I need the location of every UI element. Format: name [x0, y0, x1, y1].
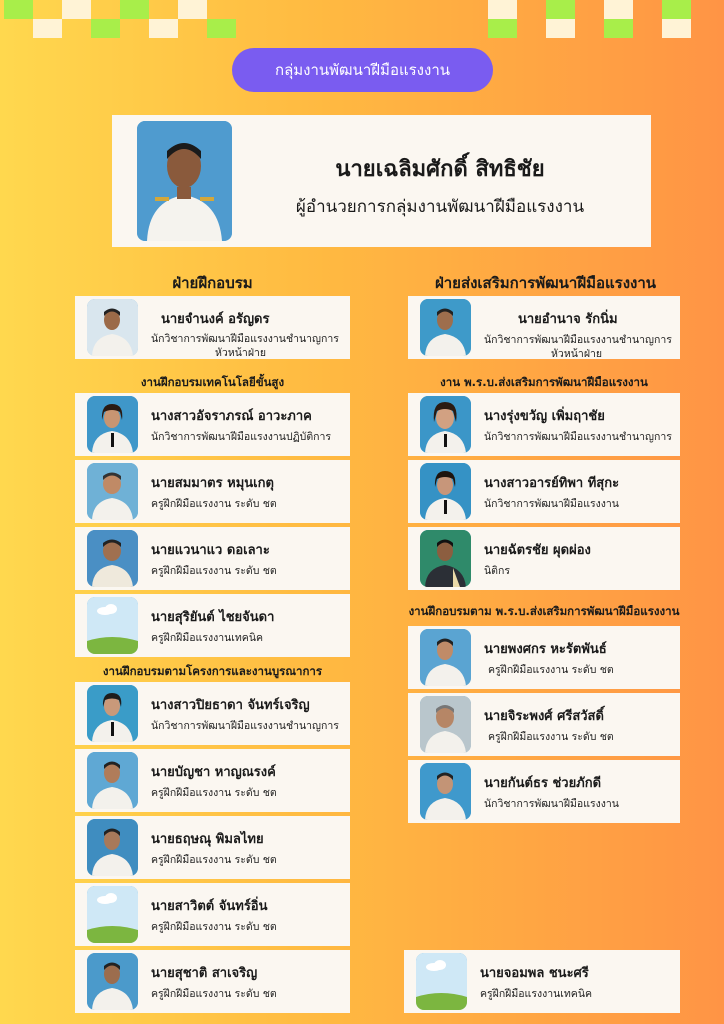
left-head-person: [75, 296, 350, 359]
header-pill: กลุ่มงานพัฒนาฝีมือแรงงาน: [232, 48, 493, 92]
person-name: นายกันต์ธร ช่วยภักดี: [484, 776, 602, 791]
person-photo: [420, 463, 471, 520]
person-title: ครูฝึกฝีมือแรงงาน ระดับ ชต: [488, 731, 614, 743]
director-card: [112, 115, 651, 247]
person-name: นายอำนาจ รักนิ่ม: [518, 312, 618, 327]
person-card: [75, 393, 350, 456]
person-role: หัวหน้าฝ่าย: [551, 348, 603, 360]
left-heading: ฝ่ายฝึกอบรม: [172, 274, 253, 292]
right-section1-heading: งาน พ.ร.บ.ส่งเสริมการพัฒนาฝีมือแรงงาน: [440, 375, 648, 389]
person-photo: [420, 530, 471, 587]
person-card: [75, 883, 350, 946]
person-card: [75, 594, 350, 657]
right-section2-heading: งานฝึกอบรมตาม พ.ร.บ.ส่งเสริมการพัฒนาฝีมือแรงงาน: [408, 604, 680, 618]
right-head-person: [408, 296, 680, 359]
person-title: ครูฝึกฝีมือแรงงาน ระดับ ชต: [151, 498, 277, 510]
right-heading: ฝ่ายส่งเสริมการพัฒนาฝีมือแรงงาน: [434, 274, 657, 292]
left-section1-heading: งานฝึกอบรมเทคโนโลยีขั้นสูง: [140, 375, 285, 389]
person-name: นายสุชาติ สาเจริญ: [151, 966, 258, 981]
person-name: นายแวนาแว ดอเลาะ: [151, 543, 270, 558]
person-name: นายธฤษณุ พิมลไทย: [151, 832, 264, 847]
person-title: นักวิชาการพัฒนาฝีมือแรงงานชำนาญการ: [484, 431, 672, 443]
person-title: ครูฝึกฝีมือแรงงาน ระดับ ชต: [151, 565, 277, 577]
director-name: นายเฉลิมศักดิ์ สิทธิชัย: [335, 157, 545, 182]
person-card: [408, 393, 680, 456]
person-photo: [420, 763, 471, 820]
placeholder-landscape-icon: [416, 953, 467, 1010]
placeholder-landscape-icon: [87, 597, 138, 654]
person-card: [408, 760, 680, 823]
person-title: นักวิชาการพัฒนาฝีมือแรงงาน: [484, 798, 619, 810]
person-name: นายพงศกร หะรัตพันธ์: [484, 642, 607, 657]
person-name: นายจำนงค์ อรัญดร: [161, 312, 270, 327]
person-card: [75, 950, 350, 1013]
person-card: [75, 460, 350, 523]
person-photo: [420, 629, 471, 686]
person-name: นายบัญชา หาญณรงค์: [151, 765, 276, 780]
person-card: [408, 693, 680, 756]
person-photo: [87, 299, 138, 356]
person-title: นิติกร: [484, 565, 510, 577]
person-card: [408, 460, 680, 523]
person-name: นายฉัตรชัย ผุดผ่อง: [484, 543, 591, 558]
person-title: นักวิชาการพัฒนาฝีมือแรงงานชำนาญการ: [151, 333, 339, 345]
person-title: ครูฝึกฝีมือแรงงานเทคนิค: [480, 988, 593, 1000]
person-photo: [87, 396, 138, 453]
person-photo: [87, 752, 138, 809]
person-name: นางรุ่งขวัญ เพิ่มฤาชัย: [484, 409, 605, 424]
person-card: [75, 749, 350, 812]
person-title: นักวิชาการพัฒนาฝีมือแรงงานชำนาญการ: [484, 334, 672, 346]
person-photo: [87, 953, 138, 1010]
person-photo: [87, 685, 138, 742]
person-name: นายสมมาตร หมุนเกตุ: [151, 476, 274, 491]
person-title: นักวิชาการพัฒนาฝีมือแรงงานปฏิบัติการ: [151, 431, 332, 443]
person-card: [408, 626, 680, 689]
person-photo: [87, 463, 138, 520]
person-title: ครูฝึกฝีมือแรงงานเทคนิค: [151, 632, 264, 644]
person-title: นักวิชาการพัฒนาฝีมือแรงงานชำนาญการ: [151, 720, 339, 732]
person-photo: [420, 696, 471, 753]
person-title: ครูฝึกฝีมือแรงงาน ระดับ ชต: [151, 921, 277, 933]
person-title: ครูฝึกฝีมือแรงงาน ระดับ ชต: [151, 854, 277, 866]
person-card: [404, 950, 680, 1013]
person-name: นายจอมพล ชนะศรี: [480, 966, 589, 981]
person-role: หัวหน้าฝ่าย: [215, 347, 267, 359]
director-photo: [137, 121, 232, 241]
person-photo: [87, 530, 138, 587]
person-photo: [420, 299, 471, 356]
person-title: นักวิชาการพัฒนาฝีมือแรงงาน: [484, 498, 619, 510]
placeholder-landscape-icon: [87, 886, 138, 943]
person-card: [75, 527, 350, 590]
person-name: นางสาวอัจราภรณ์ อาวะภาค: [151, 409, 312, 424]
left-section2-heading: งานฝึกอบรมตามโครงการและงานบูรณาการ: [102, 664, 323, 678]
person-name: นางสาวปิยธาดา จันทร์เจริญ: [151, 698, 310, 713]
person-card: [408, 527, 680, 590]
person-photo: [87, 819, 138, 876]
person-card: [75, 682, 350, 745]
person-photo: [420, 396, 471, 453]
person-title: ครูฝึกฝีมือแรงงาน ระดับ ชต: [151, 787, 277, 799]
person-name: นายสุริยันต์ ไชยจันดา: [151, 610, 275, 625]
person-title: ครูฝึกฝีมือแรงงาน ระดับ ชต: [488, 664, 614, 676]
checker-pattern: [0, 0, 724, 48]
person-name: นายจิระพงศ์ ศรีสวัสดิ์: [484, 709, 604, 724]
person-card: [75, 816, 350, 879]
director-title: ผู้อำนวยการกลุ่มงานพัฒนาฝีมือแรงงาน: [295, 197, 585, 217]
person-name: นางสาวอารย์ทิพา ทีสุกะ: [484, 476, 620, 491]
person-name: นายสาวิตต์ จันทร์อิ่น: [151, 899, 268, 914]
person-title: ครูฝึกฝีมือแรงงาน ระดับ ชต: [151, 988, 277, 1000]
